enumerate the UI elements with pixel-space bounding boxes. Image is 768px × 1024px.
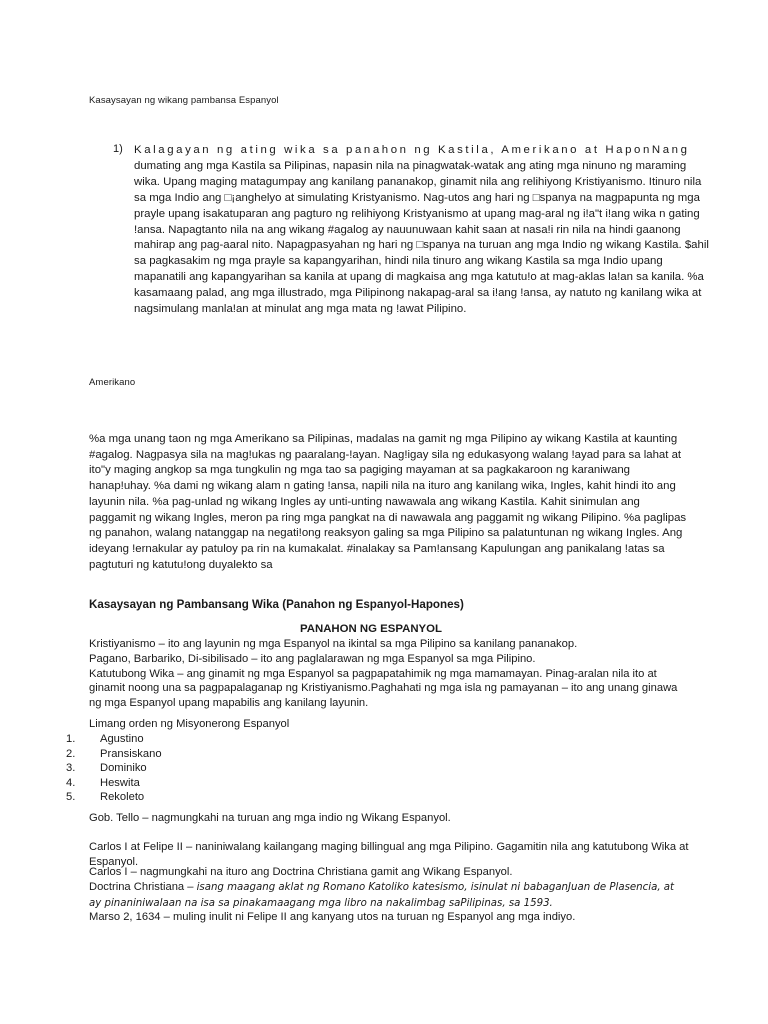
espanyol-paragraph bbox=[89, 637, 689, 711]
section-kastila bbox=[134, 143, 714, 318]
subheading: PANAHON NG ESPANYOL bbox=[300, 623, 442, 635]
text-line: Kristiyanismo – ito ang layunin ng mga Espanyol na ikintal sa mga Pilipino sa kanilang pananakop. bbox=[89, 638, 578, 650]
section-title: Kasaysayan ng Pambansang Wika (Panahon ng Espanyol-Hapones) bbox=[89, 598, 464, 611]
section-heading-line: Kalagayan ng ating wika sa panahon ng Kastila, Amerikano at HaponNang bbox=[134, 144, 690, 156]
list-item: 2. Pransiskano bbox=[66, 747, 162, 760]
section-body: dumating ang mga Kastila sa Pilipinas, napasin nila na pinagwatak-watak ang ating mga ninuno ng maraming wika. Upang maging matagumpay ang kanilang pananakop, ginamit nila ang relihiyong Kristiyanismo. Itinuro nila sa mga Indio ang □¡anghelyo at simulating Kristyanismo. Nag-utos ang hari ng □spanya na magpapunta ng mga prayle upang isakatuparan ang pagturo ng relihiyong Kristyanismo at upang mag-aral ng i!a"t i!ang wika n gating !ansa. Napagtanto nila na ang wikang #agalog ay nauunuwaan kahit saan at nasa!i rin nila na hindi gaanong mahirap ang pag-aaral nito. Napagpasyahan ng hari ng □spanya na turuan ang mga Indio ng wikang Kastila. $ahil sa pagkasakim ng mga prayle sa kapangyarihan, hindi nila tinuro ang wikang Kastila sa mga Indio upang mapanatili ang kapangyarihan sa kanila at upang di magkaisa ang mga katutu!o at mag-aklas la!an sa kanila. %a kasamaang palad, ang mga illustrado, mga Pilipinong nakapag-aral sa i!ang !ansa, ay natuto ng kanilang wika at nagsimulang manla!an at minulat ang mga mata ng !awat Pilipino. bbox=[134, 159, 709, 316]
text-line: Pagano, Barbariko, Di-sibilisado – ito ang paglalarawan ng mga Espanyol sa mga Pilipino. bbox=[89, 652, 536, 665]
amerikano-heading: Amerikano bbox=[89, 377, 136, 388]
orders-list bbox=[66, 732, 162, 805]
document-title: Kasaysayan ng wikang pambansa Espanyol bbox=[89, 95, 279, 106]
list-item: 1. Agustino bbox=[66, 733, 144, 745]
list-item: 3. Dominiko bbox=[66, 762, 147, 775]
section-amerikano-body: %a mga unang taon ng mga Amerikano sa Pilipinas, madalas na gamit ng mga Pilipino ay wikang Kastila at kaunting #agalog. Nagpasya sila na mag!ukas ng paaralang-!ayan. Nag!igay sila ng edukasyong walang !ayad para sa lahat at ito"y maging angkop sa mga tungkulin ng mga tao sa pagiging mayaman at sa pagkakaroon ng karaniwang hanap!uhay. %a dami ng wikang alam n gating !ansa, napili nila na ituro ang kanilang wika, Ingles, kahit hindi ito ang layunin nila. %a pag-unlad ng wikang Ingles ay unti-unting nawawala ang wikang Kastila. Kahit sinimulan ang paggamit ng wikang Ingles, meron pa ring mga pangkat na di nawawala ang paggamit ng wikang Pilipino. %a paglipas ng panahon, walang natanggap na negati!ong reaksyon galing sa mga Pilipino sa palatuntunan ng wikang Ingles. Ang ideyang !ernakular ay patuloy pa rin na kumakalat. #inalakay sa Pam!ansang Kapulungan ang panikalang !atas sa pagtuturi ng katutu!ong duyalekto sa bbox=[89, 433, 687, 571]
carlos-i-line: Carlos I – nagmungkahi na ituro ang Doctrina Christiana gamit ang Wikang Espanyol. bbox=[89, 866, 513, 878]
list-item: 5. Rekoleto bbox=[66, 791, 145, 804]
carlos-felipe-line: Carlos I at Felipe II – naniniwalang kailangang maging billingual ang mga Pilipino. Gagamitin nila ang katutubong Wika at Espanyol. bbox=[89, 841, 689, 868]
marso-line: Marso 2, 1634 – muling inulit ni Felipe II ang kanyang utos na turuan ng Espanyol ang mga indiyo. bbox=[89, 911, 576, 923]
doctrina-text: isang maagang aklat ng Romano Katoliko katesismo, isinulat ni babaganJuan de Plasencia, at ay pinaniniwalaan na isa sa pinakamaagang mga libro na nakalimbag saPilipinas, sa 1593. bbox=[89, 882, 675, 909]
section-number: 1) bbox=[113, 143, 123, 155]
text-line: Katutubong Wika – ang ginamit ng mga Espanyol sa pagpapatahimik ng mga mamamayan. Pinag-aralan nila ito at ginamit noong una sa pagpapalaganap ng Kristiyanismo.Paghahati ng mga isla ng pamayanan – ito ang unang ginawa ng mga Espanyol upang mapabilis ang kanilang layunin. bbox=[89, 667, 678, 710]
gob-tello-line: Gob. Tello – nagmungkahi na turuan ang mga indio ng Wikang Espanyol. bbox=[89, 812, 451, 824]
doctrina-label: Doctrina Christiana – bbox=[89, 881, 197, 893]
list-item: 4. Heswita bbox=[66, 776, 140, 789]
doctrina-line bbox=[89, 880, 689, 912]
list-intro: Limang orden ng Misyonerong Espanyol bbox=[89, 718, 290, 730]
